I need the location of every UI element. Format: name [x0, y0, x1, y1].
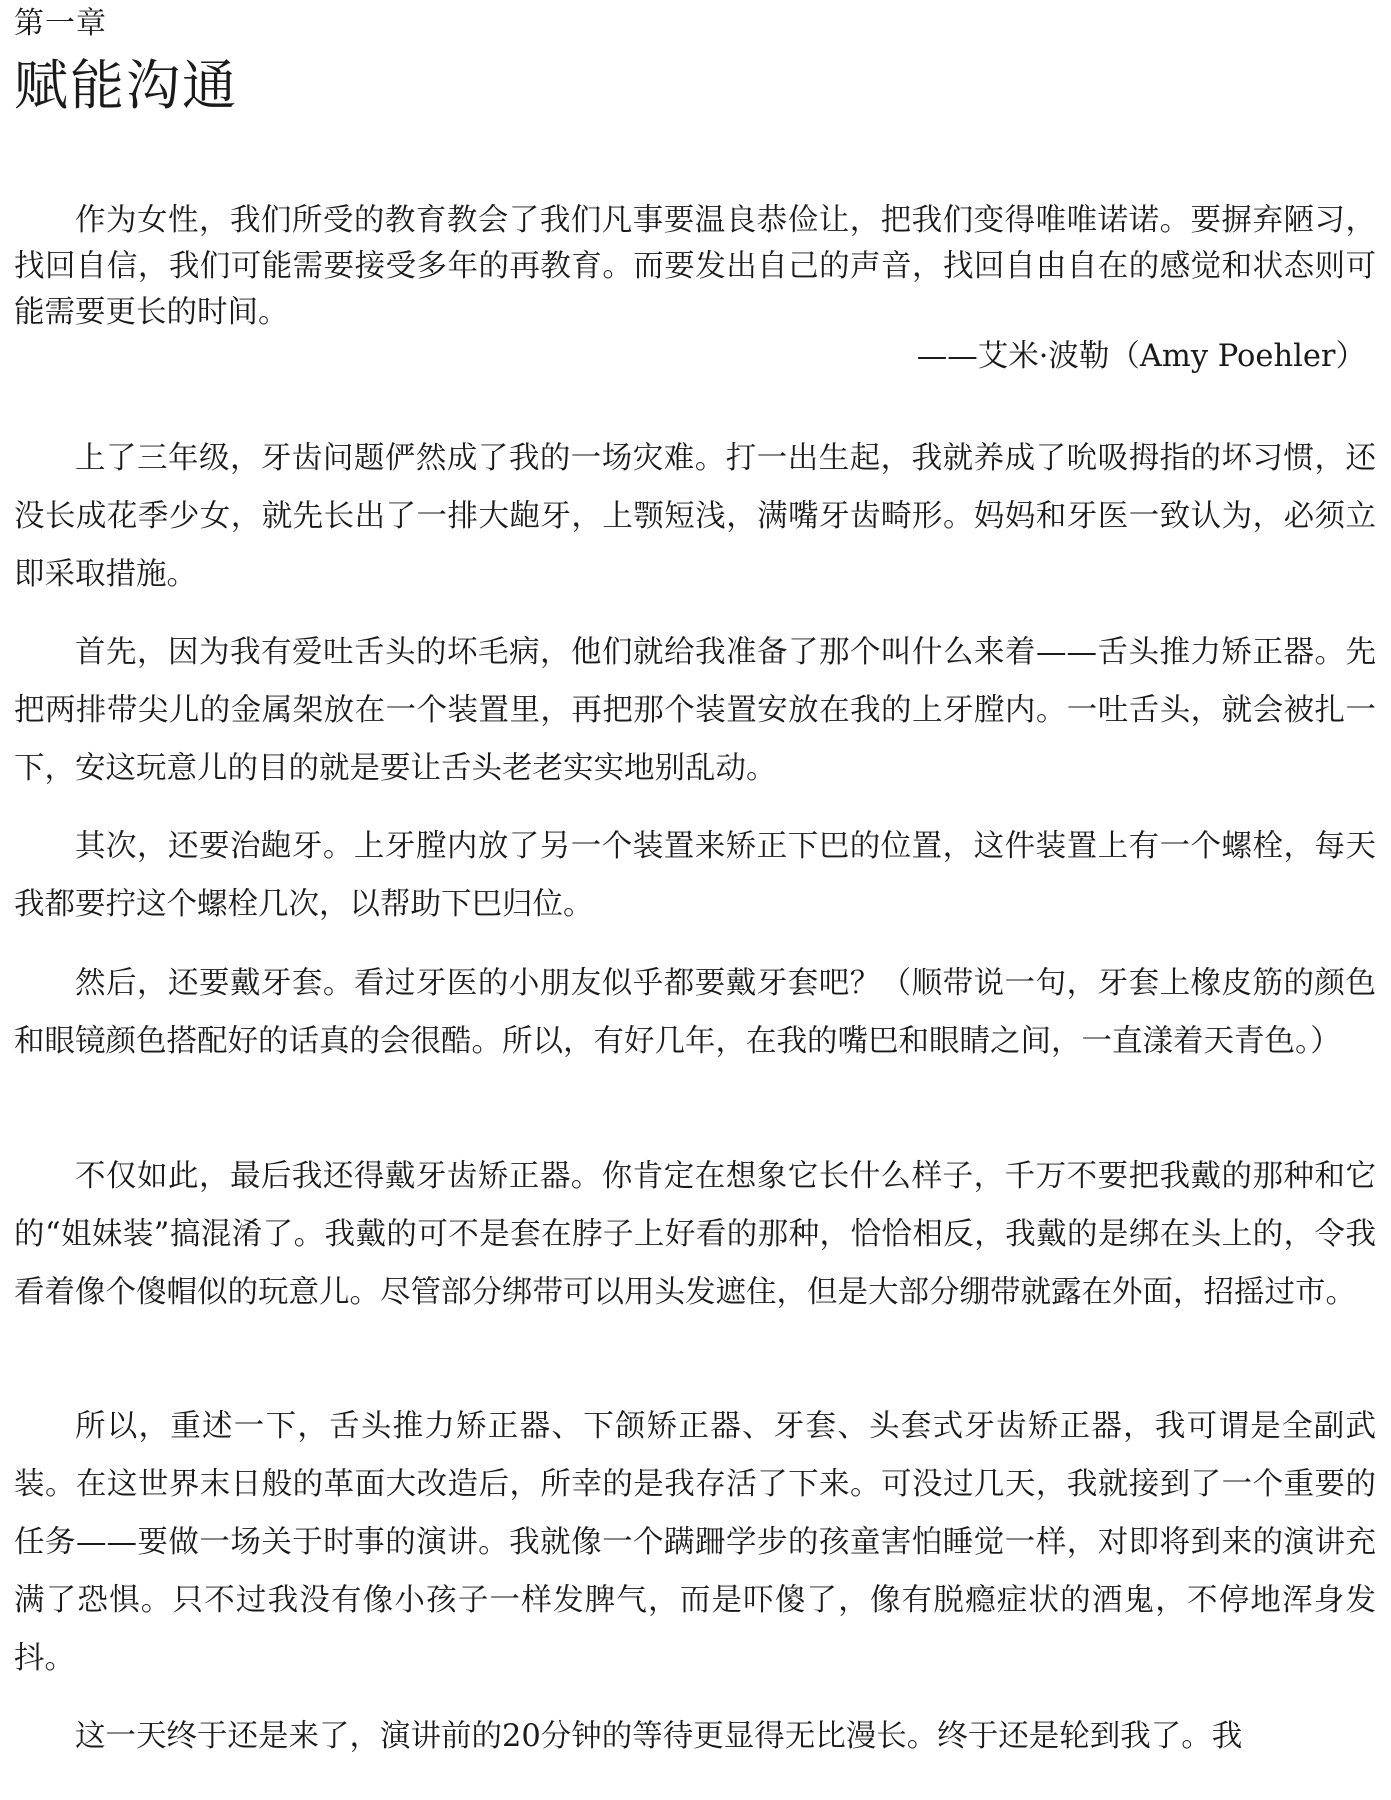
- body-paragraph-7: 这一天终于还是来了，演讲前的20分钟的等待更显得无比漫长。终于还是轮到我了。我: [75, 1719, 1243, 1754]
- body-paragraph-4: 然后，还要戴牙套。看过牙医的小朋友似乎都要戴牙套吧？（顺带说一句，牙套上橡皮筋的颜色和眼镜颜色搭配好的话真的会很酷。所以，有好几年，在我的嘴巴和眼睛之间，一直漾着天青色。）: [14, 966, 1376, 1059]
- chapter-label: 第一章: [14, 6, 107, 41]
- epigraph-quote: 作为女性，我们所受的教育教会了我们凡事要温良恭俭让，把我们变得唯唯诺诺。要摒弃陋习，找回自信，我们可能需要接受多年的再教育。而要发出自己的声音，找回自由自在的感觉和状态则可能需要更长的时间。: [14, 203, 1376, 330]
- epigraph-attribution: ——艾米·波勒（Amy Poehler）: [916, 339, 1366, 374]
- body-paragraph-5: 不仅如此，最后我还得戴牙齿矫正器。你肯定在想象它长什么样子，千万不要把我戴的那种和它的“姐妹装”搞混淆了。我戴的可不是套在脖子上好看的那种，恰恰相反，我戴的是绑在头上的，令我看着像个傻帽似的玩意儿。尽管部分绑带可以用头发遮住，但是大部分绷带就露在外面，招摇过市。: [14, 1159, 1376, 1310]
- body-paragraph-3: 其次，还要治龅牙。上牙膛内放了另一个装置来矫正下巴的位置，这件装置上有一个螺栓，每天我都要拧这个螺栓几次，以帮助下巴归位。: [14, 829, 1376, 922]
- chapter-title: 赋能沟通: [14, 54, 238, 117]
- body-paragraph-2: 首先，因为我有爱吐舌头的坏毛病，他们就给我准备了那个叫什么来着——舌头推力矫正器。先把两排带尖儿的金属架放在一个装置里，再把那个装置安放在我的上牙膛内。一吐舌头，就会被扎一下，安这玩意儿的目的就是要让舌头老老实实地别乱动。: [14, 635, 1376, 786]
- body-paragraph-6: 所以，重述一下，舌头推力矫正器、下颌矫正器、牙套、头套式牙齿矫正器，我可谓是全副武装。在这世界末日般的革面大改造后，所幸的是我存活了下来。可没过几天，我就接到了一个重要的任务——要做一场关于时事的演讲。我就像一个蹒跚学步的孩童害怕睡觉一样，对即将到来的演讲充满了恐惧。只不过我没有像小孩子一样发脾气，而是吓傻了，像有脱瘾症状的酒鬼，不停地浑身发抖。: [14, 1409, 1376, 1676]
- body-paragraph-1: 上了三年级，牙齿问题俨然成了我的一场灾难。打一出生起，我就养成了吮吸拇指的坏习惯，还没长成花季少女，就先长出了一排大龅牙，上颚短浅，满嘴牙齿畸形。妈妈和牙医一致认为，必须立即采取措施。: [14, 441, 1376, 592]
